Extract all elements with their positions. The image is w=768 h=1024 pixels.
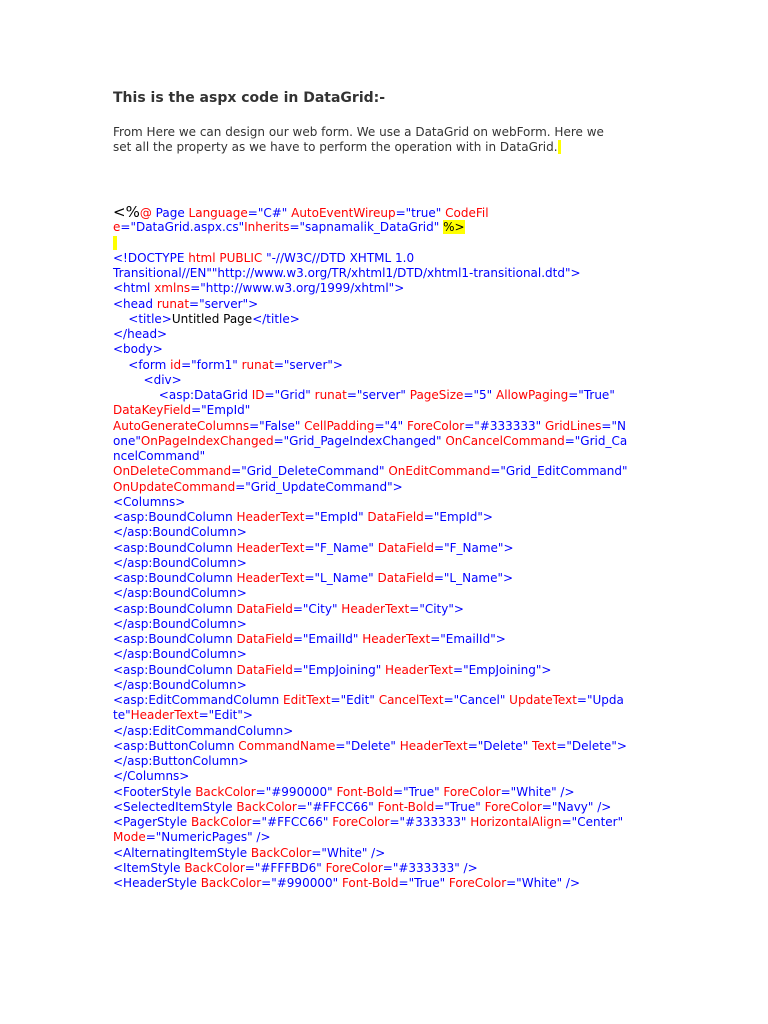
code-tag-token: ncelCommand": [113, 449, 206, 463]
code-line: [113, 297, 673, 312]
code-tag-token: ="Delete">: [556, 738, 627, 753]
code-tag-token: ="F_Name": [304, 540, 378, 555]
code-tag-token: one": [113, 433, 141, 448]
code-tag-token: ="#FFFBD6": [244, 860, 326, 875]
code-line: [113, 373, 673, 388]
code-attribute-token: ID: [251, 388, 265, 402]
code-line: [113, 632, 673, 647]
code-cursor-highlight: [113, 236, 117, 250]
code-attribute-token: Text: [532, 738, 557, 753]
code-line: [113, 251, 673, 266]
code-line: [113, 663, 673, 678]
code-tag-token: ="Grid_UpdateCommand">: [235, 479, 403, 494]
code-attribute-token: CancelText: [378, 693, 444, 707]
code-tag-token: ="true": [395, 206, 446, 220]
code-attribute-token: html: [188, 250, 220, 265]
code-tag-token: ="True": [434, 799, 485, 814]
code-tag-token: <!DOCTYPE: [113, 250, 189, 265]
code-text-token: [113, 358, 128, 372]
code-line: [113, 769, 673, 784]
code-attribute-token: HeaderText: [399, 738, 468, 753]
code-attribute-token: HorizontalAlign: [470, 815, 562, 829]
code-attribute-token: GridLines: [544, 418, 602, 433]
code-tag-token: ="5": [463, 388, 496, 402]
code-tag-token: ="#333333": [389, 815, 471, 829]
code-attribute-token: BackColor: [200, 876, 262, 890]
code-tag-token: ="#990000": [261, 876, 342, 890]
code-attribute-token: Language: [188, 206, 248, 220]
code-tag-token: ="Grid_EditCommand": [490, 464, 628, 479]
code-line: [113, 480, 673, 495]
code-attribute-token: DataField: [236, 601, 293, 616]
code-tag-token: </title>: [252, 311, 300, 326]
code-tag-token: ="City": [292, 601, 342, 616]
code-tag-token: ="C#": [247, 206, 292, 220]
code-tag-token: ="Delete": [467, 738, 533, 753]
code-tag-token: ="NumericPages" />: [145, 830, 271, 845]
code-tag-token: </head>: [113, 327, 168, 341]
code-tag-token: ="#FFCC66": [251, 815, 333, 829]
code-tag-token: <Columns>: [113, 494, 186, 509]
code-tag-token: ="EmailId">: [430, 632, 506, 646]
code-tag-token: </asp:EditCommandColumn>: [113, 723, 294, 738]
code-attribute-token: BackColor: [184, 860, 245, 875]
code-tag-token: ="EmpId">: [423, 510, 493, 524]
intro-line-2-text: set all the property as we have to perform the operation with in DataGrid.: [113, 140, 558, 154]
code-attribute-token: Font-Bold: [341, 876, 399, 890]
code-line: [113, 205, 673, 220]
code-tag-token: <SelectedItemStyle: [113, 799, 237, 814]
code-attribute-token: id: [170, 357, 182, 372]
code-attribute-token: AutoGenerateColumns: [113, 418, 250, 433]
code-line: [113, 312, 673, 327]
code-tag-token: ="EmpJoining": [292, 662, 386, 677]
code-line: [113, 724, 673, 739]
code-tag-token: <ItemStyle: [113, 860, 185, 875]
code-line: [113, 693, 673, 708]
code-attribute-token: runat: [241, 357, 274, 372]
code-text-token: Untitled Page: [171, 311, 253, 326]
code-attribute-token: ForeColor: [484, 799, 542, 814]
code-tag-token: ="EmpId": [304, 510, 368, 524]
code-tag-token: <asp:BoundColumn: [113, 662, 237, 677]
code-tag-token: <form: [128, 357, 171, 372]
code-attribute-token: DataKeyField: [113, 403, 192, 418]
code-line: [113, 586, 673, 601]
code-line: [113, 403, 673, 418]
code-line: [113, 434, 673, 449]
code-attribute-token: @: [139, 206, 156, 220]
code-tag-token: ="#333333" />: [382, 860, 478, 875]
code-line: [113, 281, 673, 296]
code-attribute-token: DataField: [236, 662, 293, 677]
code-line: [113, 602, 673, 617]
code-tag-token: ="Grid_DeleteCommand": [231, 464, 389, 479]
code-tag-token: ="http://www.w3.org/1999/xhtml">: [190, 281, 405, 296]
code-tag-token: ="Cancel": [443, 693, 510, 707]
code-tag-token: <PagerStyle: [113, 815, 191, 829]
code-line: [113, 510, 673, 525]
code-tag-token: ="form1": [181, 357, 242, 372]
code-directive-token: %>: [443, 220, 465, 235]
code-line: [113, 785, 673, 800]
code-attribute-token: PageSize: [409, 388, 464, 402]
code-line: [113, 495, 673, 510]
code-attribute-token: CodeFil: [445, 206, 489, 220]
code-line: [113, 830, 673, 845]
code-attribute-token: BackColor: [250, 845, 312, 860]
code-tag-token: ="True": [393, 784, 444, 799]
code-attribute-token: OnDeleteCommand: [113, 464, 232, 479]
code-attribute-token: BackColor: [236, 799, 297, 814]
code-line: [113, 617, 673, 632]
code-attribute-token: UpdateText: [509, 693, 577, 707]
code-line: [113, 342, 673, 357]
code-tag-token: <HeaderStyle: [113, 876, 201, 890]
code-attribute-token: CellPadding: [304, 418, 375, 433]
code-attribute-token: HeaderText: [362, 632, 431, 646]
code-tag-token: ="True": [568, 388, 615, 402]
aspx-code-block: [113, 205, 673, 891]
code-line: [113, 754, 673, 769]
code-tag-token: <asp:BoundColumn: [113, 571, 237, 585]
code-attribute-token: HeaderText: [341, 601, 410, 616]
code-line: [113, 358, 673, 373]
code-attribute-token: HeaderText: [236, 571, 305, 585]
code-line: [113, 266, 673, 281]
code-attribute-token: Inherits: [244, 220, 290, 235]
code-tag-token: <title>: [128, 311, 172, 326]
code-line: [113, 449, 673, 464]
code-tag-token: </asp:BoundColumn>: [113, 616, 247, 631]
code-tag-token: ="Grid_Ca: [564, 433, 628, 448]
code-tag-token: <AlternatingItemStyle: [113, 845, 251, 860]
code-attribute-token: OnEditCommand: [388, 464, 491, 479]
code-attribute-token: e: [113, 220, 121, 235]
code-tag-token: ="L_Name">: [433, 571, 514, 585]
code-tag-token: <html: [113, 281, 155, 296]
code-tag-token: ="Grid_PageIndexChanged": [273, 433, 446, 448]
code-attribute-token: HeaderText: [236, 510, 305, 524]
code-attribute-token: ForeColor: [332, 815, 390, 829]
code-line: [113, 861, 673, 876]
code-tag-token: ="EmpId": [191, 403, 251, 418]
intro-paragraph: [113, 125, 673, 155]
code-text-token: [113, 388, 159, 402]
code-tag-token: <asp:BoundColumn: [113, 510, 237, 524]
code-line: [113, 541, 673, 556]
code-tag-token: <asp:BoundColumn: [113, 601, 237, 616]
code-tag-token: ="False": [249, 418, 305, 433]
code-tag-token: </asp:BoundColumn>: [113, 677, 247, 692]
code-tag-token: ="Delete": [335, 738, 400, 753]
code-attribute-token: HeaderText: [130, 708, 199, 723]
code-tag-token: ="White" />: [506, 876, 581, 890]
code-tag-token: ="#FFCC66": [296, 799, 378, 814]
code-tag-token: ="server">: [273, 357, 343, 372]
code-tag-token: </Columns>: [113, 769, 190, 784]
code-line: [113, 846, 673, 861]
code-tag-token: ="Edit": [330, 693, 379, 707]
code-tag-token: Transitional//EN""http://www.w3.org/TR/xhtml1/DTD/xhtml1-transitional.dtd">: [113, 266, 581, 280]
code-attribute-token: DataField: [367, 510, 424, 524]
code-tag-token: ="White" />: [311, 845, 386, 860]
code-attribute-token: PUBLIC: [219, 250, 267, 265]
code-tag-token: </asp:BoundColumn>: [113, 555, 247, 570]
code-attribute-token: BackColor: [191, 815, 252, 829]
code-attribute-token: Font-Bold: [377, 799, 435, 814]
intro-line-1: From Here we can design our web form. We use a DataGrid on webForm. Here we: [113, 125, 604, 139]
code-tag-token: <asp:DataGrid: [158, 388, 252, 402]
code-attribute-token: ForeColor: [443, 784, 501, 799]
code-line: [113, 388, 673, 403]
code-tag-token: <div>: [143, 372, 182, 387]
code-line: [113, 525, 673, 540]
code-tag-token: <asp:BoundColumn: [113, 632, 237, 646]
code-attribute-token: Font-Bold: [336, 784, 394, 799]
code-line: [113, 571, 673, 586]
code-tag-token: ="server">: [189, 296, 259, 311]
code-attribute-token: OnUpdateCommand: [113, 479, 236, 494]
code-tag-token: </asp:BoundColumn>: [113, 647, 247, 662]
code-attribute-token: HeaderText: [236, 540, 305, 555]
code-tag-token: ="True": [398, 876, 449, 890]
code-tag-token: Page: [155, 206, 189, 220]
code-line: [113, 739, 673, 754]
code-line: [113, 220, 673, 235]
code-tag-token: </asp:BoundColumn>: [113, 525, 247, 540]
code-attribute-token: DataField: [377, 540, 435, 555]
code-tag-token: ="Edit">: [198, 708, 253, 723]
code-tag-token: ="Navy" />: [541, 799, 612, 814]
code-text-token: [113, 373, 144, 387]
code-line: [113, 876, 673, 891]
code-tag-token: <body>: [113, 342, 163, 357]
code-attribute-token: Mode: [113, 830, 146, 845]
code-tag-token: ="#990000": [255, 784, 337, 799]
code-attribute-token: ForeColor: [325, 860, 383, 875]
code-line: [113, 419, 673, 434]
intro-line-2: [113, 140, 673, 155]
code-attribute-token: OnCancelCommand: [445, 433, 565, 448]
code-tag-token: <asp:BoundColumn: [113, 540, 237, 555]
code-line: [113, 678, 673, 693]
code-line: [113, 708, 673, 723]
code-attribute-token: AutoEventWireup: [291, 206, 396, 220]
code-line: [113, 815, 673, 830]
code-tag-token: <FooterStyle: [113, 784, 196, 799]
code-tag-token: ="DataGrid.aspx.cs": [120, 220, 245, 235]
code-attribute-token: DataField: [377, 571, 434, 585]
code-directive-open-token: <%: [113, 203, 140, 221]
code-line: [113, 800, 673, 815]
code-attribute-token: runat: [314, 388, 347, 402]
code-text-token: [113, 312, 128, 326]
code-line: [113, 647, 673, 662]
code-tag-token: ="#333333": [464, 418, 545, 433]
code-line: [113, 464, 673, 479]
code-tag-token: <asp:ButtonColumn: [113, 738, 239, 753]
code-attribute-token: ForeColor: [448, 876, 507, 890]
code-tag-token: ="sapnamalik_DataGrid": [289, 220, 444, 235]
code-tag-token: ="Grid": [264, 388, 315, 402]
code-attribute-token: ForeColor: [406, 418, 465, 433]
code-tag-token: ="server": [346, 388, 410, 402]
code-tag-token: </asp:ButtonColumn>: [113, 754, 249, 768]
code-tag-token: te": [113, 708, 131, 723]
page-heading: This is the aspx code in DataGrid:-: [113, 90, 386, 106]
code-tag-token: <asp:EditCommandColumn: [113, 693, 284, 707]
code-tag-token: ="City">: [409, 601, 464, 616]
code-attribute-token: EditText: [283, 693, 331, 707]
code-tag-token: ="4": [374, 418, 407, 433]
code-line: [113, 327, 673, 342]
code-tag-token: "-//W3C//DTD XHTML 1.0: [266, 250, 415, 265]
code-attribute-token: OnPageIndexChanged: [140, 433, 274, 448]
code-tag-token: ="Upda: [576, 693, 624, 707]
code-tag-token: ="Center": [561, 815, 624, 829]
code-tag-token: ="EmpJoining">: [453, 662, 552, 677]
code-tag-token: <head: [113, 296, 157, 311]
code-attribute-token: AllowPaging: [495, 388, 569, 402]
code-attribute-token: BackColor: [195, 784, 256, 799]
code-tag-token: ="L_Name": [304, 571, 378, 585]
code-tag-token: ="N: [601, 418, 626, 433]
code-tag-token: ="White" />: [500, 784, 575, 799]
code-line: [113, 236, 673, 251]
code-line: [113, 556, 673, 571]
code-attribute-token: CommandName: [238, 738, 336, 753]
code-attribute-token: xmlns: [154, 281, 191, 296]
code-tag-token: ="EmailId": [292, 632, 363, 646]
code-attribute-token: runat: [156, 296, 190, 311]
code-tag-token: ="F_Name">: [434, 540, 514, 555]
text-cursor-highlight: [558, 140, 562, 154]
code-tag-token: </asp:BoundColumn>: [113, 586, 247, 601]
code-attribute-token: HeaderText: [385, 662, 454, 677]
code-attribute-token: DataField: [236, 632, 293, 646]
